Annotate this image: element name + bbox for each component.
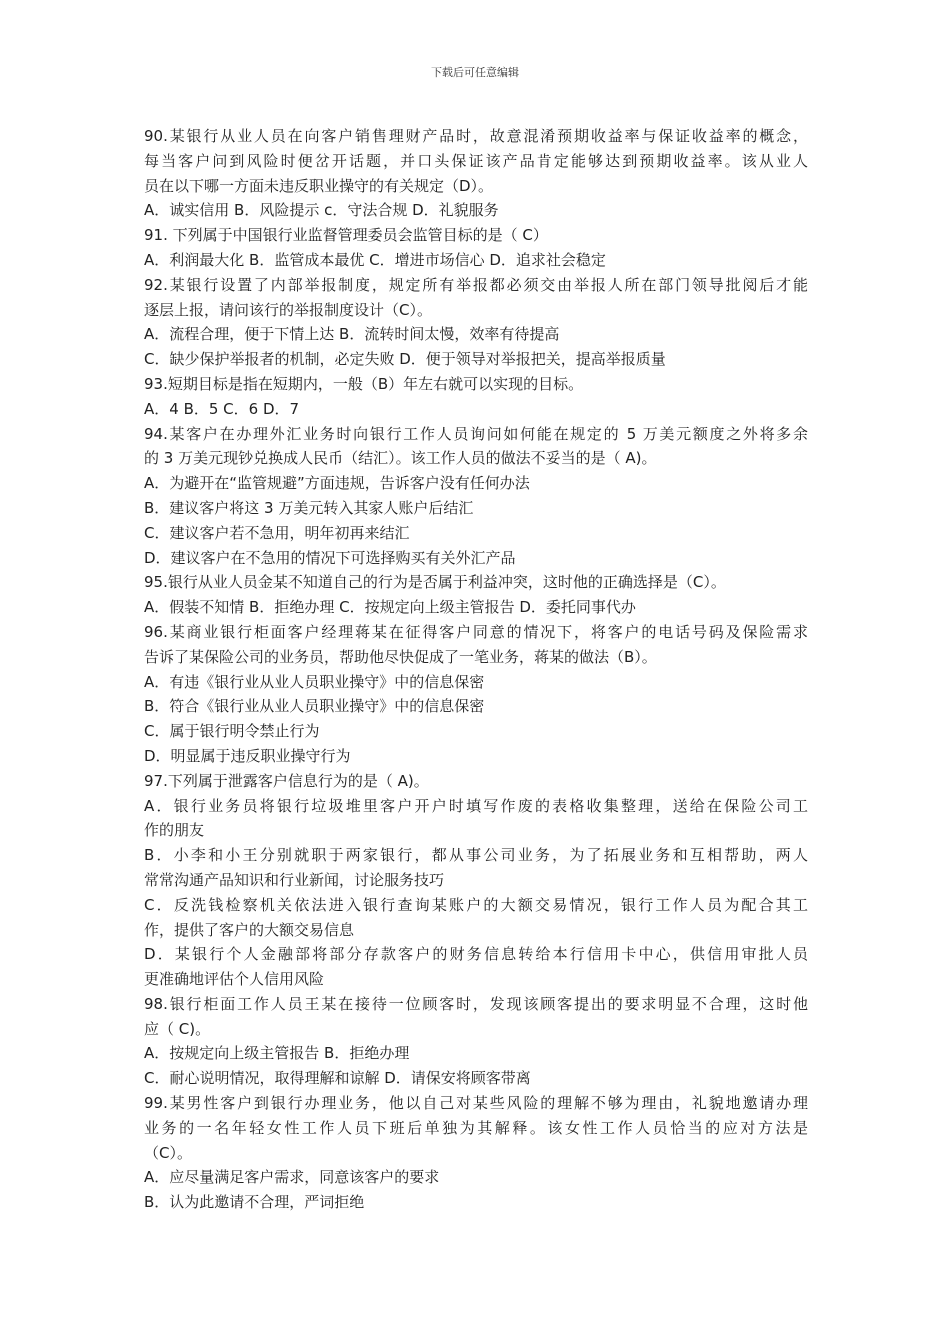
text-line: 92.某银行设置了内部举报制度，规定所有举报都必须交由举报人所在部门领导批阅后才能 bbox=[144, 275, 808, 294]
text-line: A．银行业务员将银行垃圾堆里客户开户时填写作废的表格收集整理，送给在保险公司工 bbox=[144, 796, 808, 815]
text-line: 员在以下哪一方面未违反职业操守的有关规定（D）。 bbox=[144, 176, 494, 195]
text-line: C．耐心说明情况，取得理解和谅解 D．请保安将顾客带离 bbox=[144, 1069, 531, 1088]
text-line: 更准确地评估个人信用风险 bbox=[144, 970, 325, 989]
text-line: 96.某商业银行柜面客户经理蒋某在征得客户同意的情况下，将客户的电话号码及保险需求 bbox=[144, 622, 808, 641]
text-line: 90.某银行从业人员在向客户销售理财产品时，故意混淆预期收益率与保证收益率的概念， bbox=[144, 127, 808, 145]
text-line: B．小李和小王分别就职于两家银行，都从事公司业务，为了拓展业务和互相帮助，两人 bbox=[144, 846, 808, 865]
text-line: 常常沟通产品知识和行业新闻，讨论服务技巧 bbox=[144, 870, 445, 889]
text-line: A．流程合理，便于下情上达 B．流转时间太慢，效率有待提高 bbox=[144, 325, 560, 344]
text-line: 98.银行柜面工作人员王某在接待一位顾客时，发现该顾客提出的要求明显不合理，这时他 bbox=[144, 994, 808, 1013]
text-line: A．有违《银行业从业人员职业操守》中的信息保密 bbox=[144, 672, 485, 691]
text-line: 97.下列属于泄露客户信息行为的是（ A)。 bbox=[144, 771, 429, 790]
text-line: A．假装不知情 B．拒绝办理 C．按规定向上级主管报告 D．委托同事代办 bbox=[144, 598, 636, 617]
text-line: A．诚实信用 B．风险提示 c．守法合规 D．礼貌服务 bbox=[144, 201, 499, 220]
text-line: 每当客户问到风险时便岔开话题，并口头保证该产品肯定能够达到预期收益率。该从业人 bbox=[144, 151, 808, 170]
text-line: A．利润最大化 B．监管成本最优 C．增进市场信心 D．追求社会稳定 bbox=[144, 250, 606, 269]
text-line: D．建议客户在不急用的情况下可选择购买有关外汇产品 bbox=[144, 548, 516, 567]
text-line: 95.银行从业人员金某不知道自己的行为是否属于利益冲突，这时他的正确选择是（C）。 bbox=[144, 573, 726, 592]
text-line: （C）。 bbox=[144, 1143, 192, 1162]
text-line: 逐层上报，请问该行的举报制度设计（C）。 bbox=[144, 300, 432, 319]
text-line: C．建议客户若不急用，明年初再来结汇 bbox=[144, 523, 410, 542]
text-line: D．明显属于违反职业操守行为 bbox=[144, 746, 351, 765]
text-line: 99.某男性客户到银行办理业务，他以自己对某些风险的理解不够为理由，礼貌地邀请办理 bbox=[144, 1094, 808, 1113]
text-line: B．建议客户将这 3 万美元转入其家人账户后结汇 bbox=[144, 498, 474, 517]
page-header: 下载后可任意编辑 bbox=[431, 66, 519, 79]
document-body bbox=[144, 124, 808, 1215]
text-line: C．缺少保护举报者的机制，必定失败 D．便于领导对举报把关，提高举报质量 bbox=[144, 350, 666, 369]
text-line: C．属于银行明令禁止行为 bbox=[144, 722, 320, 741]
text-line: 的 3 万美元现钞兑换成人民币（结汇）。该工作人员的做法不妥当的是（ A)。 bbox=[144, 449, 657, 468]
text-line: A．4 B．5 C．6 D．7 bbox=[144, 399, 300, 418]
text-line: A．按规定向上级主管报告 B．拒绝办理 bbox=[144, 1044, 410, 1063]
text-line: 告诉了某保险公司的业务员，帮助他尽快促成了一笔业务，蒋某的做法（B）。 bbox=[144, 647, 657, 666]
text-line: B．符合《银行业从业人员职业操守》中的信息保密 bbox=[144, 697, 485, 716]
text-line: B．认为此邀请不合理，严词拒绝 bbox=[144, 1193, 365, 1212]
text-line: 93.短期目标是指在短期内，一般（B）年左右就可以实现的目标。 bbox=[144, 374, 584, 393]
text-line: A．为避开在“监管规避”方面违规，告诉客户没有任何办法 bbox=[144, 474, 530, 493]
text-line: 应（ C)。 bbox=[144, 1019, 211, 1038]
text-line: A．应尽量满足客户需求，同意该客户的要求 bbox=[144, 1168, 440, 1187]
text-line: 业务的一名年轻女性工作人员下班后单独为其解释。该女性工作人员恰当的应对方法是 bbox=[144, 1118, 808, 1137]
text-line: 91. 下列属于中国银行业监督管理委员会监管目标的是（ C） bbox=[144, 226, 548, 245]
text-line: 94.某客户在办理外汇业务时向银行工作人员询问如何能在规定的 5 万美元额度之外将多余 bbox=[144, 424, 808, 443]
text-line: D．某银行个人金融部将部分存款客户的财务信息转给本行信用卡中心，供信用审批人员 bbox=[144, 945, 808, 964]
text-line: 作，提供了客户的大额交易信息 bbox=[144, 920, 355, 939]
text-line: 作的朋友 bbox=[144, 821, 205, 840]
text-line: C．反洗钱检察机关依法进入银行查询某账户的大额交易情况，银行工作人员为配合其工 bbox=[144, 895, 808, 914]
